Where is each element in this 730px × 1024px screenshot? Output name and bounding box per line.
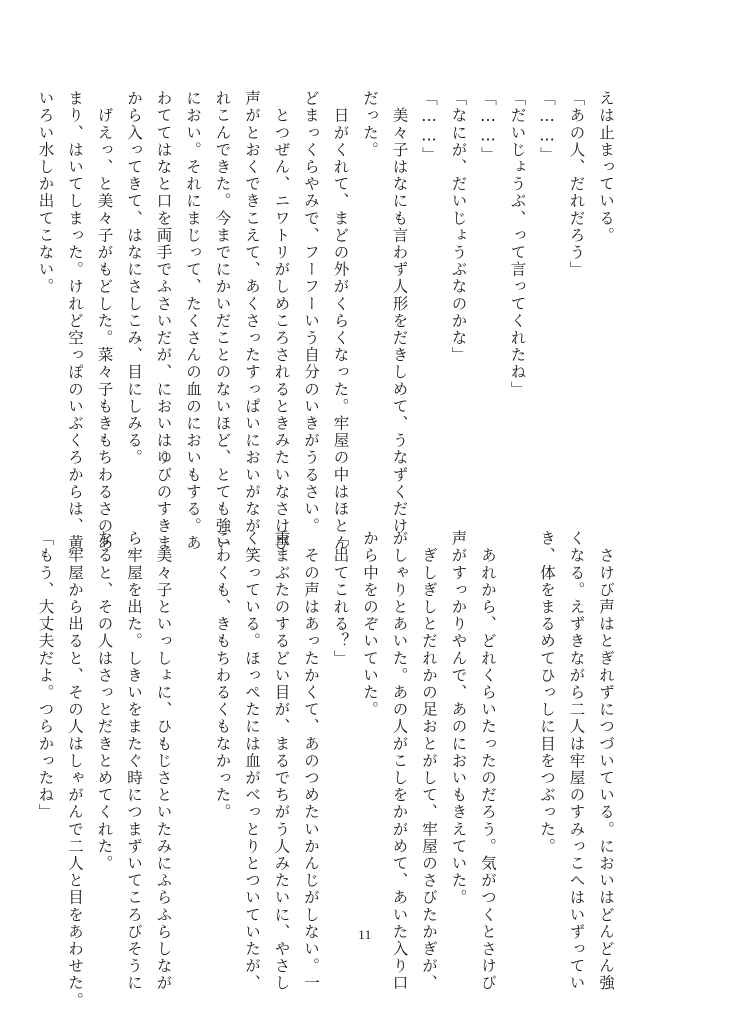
text-line: いろい水しか出てこない。 [36, 90, 55, 296]
text-line: 「もう、大丈夫だよ。つらかったね」 [36, 530, 55, 821]
text-line: あれから、どれくらいたったのだろう。気がつくとさけび [479, 530, 497, 992]
text-line: とつぜん、ニワトリがしめころされるときみたいなさけび [272, 90, 291, 552]
text-line: におい。それにまじって、たくさんの血のにおいもする。あ [184, 90, 202, 552]
text-line: 「なにが、だいじょうぶなのかな」 [449, 90, 468, 364]
text-line: から中をのぞいていた。 [361, 530, 379, 719]
text-line: 美々子といっしょに、ひもじさといたみにふらふらしなが [154, 530, 173, 992]
text-line: その声はあったかくて、あのつめたいかんじがしない。一 [302, 530, 320, 992]
text-line: なると、その人はさっとだきとめてくれた。 [95, 530, 114, 872]
upper-text-block [36, 90, 620, 552]
text-line: から入ってきて、はなにさしこみ、目にしみる。 [125, 90, 143, 467]
text-line: こわくも、きもちわるくもなかった。 [213, 530, 232, 821]
text-line: 美々子はなにも言わず人形をだきしめて、うなずくだけ [390, 90, 409, 535]
page-number: 11 [358, 927, 372, 942]
text-line: くなる。えずきながら二人は牢屋のすみっこへはいずってい [567, 530, 586, 992]
text-line: 「だいじょうぶ、って言ってくれたね」 [508, 90, 527, 398]
text-line: まり、はいてしまった。けれど空っぽのいぶくろからは、黄 [66, 90, 84, 552]
text-line: ぎしぎしとだれかの足おとがして、牢屋のさびたかぎが、 [420, 530, 438, 992]
text-line: 重まぶたのするどい目が、まるでちがう人みたいに、やさし [272, 530, 291, 992]
text-line: えは止まっている。 [597, 90, 615, 244]
text-line: 日がくれて、まどの外がくらくなった。牢屋の中はほとん [331, 90, 350, 552]
text-line: がしゃりとあいた。あの人がこしをかがめて、あいた入り口 [390, 530, 409, 992]
text-line: げえっ、と美々子がもどした。菜々子もきもちわるさのあ [95, 90, 114, 552]
text-line: れこんできた。今までにかいだことのないほど、とても強い [213, 90, 232, 552]
text-line: 「あの人、だれだろう」 [567, 90, 586, 279]
text-line [502, 530, 532, 930]
text-line: 声がとおくできこえて、あくさったすっぱいにおいがなが [243, 90, 261, 535]
text-line: 「出てこれる？」 [331, 530, 350, 667]
text-line: 「……」 [479, 90, 497, 164]
text-line: 「……」 [420, 90, 438, 164]
text-line: ら牢屋を出た。しきいをまたぐ時につまずいてころびそうに [125, 530, 143, 992]
text-line: わててはなと口を両手でふさいだが、においはゆびのすきま [154, 90, 173, 552]
text-line: さけび声はとぎれずにつづいている。においはどんどん強 [597, 530, 615, 992]
text-line: 声がすっかりやんで、あのにおいもきえていた。 [449, 530, 468, 907]
text-line: く笑っている。ほっぺたには血がべっとりとついていたが、 [243, 530, 261, 992]
text-line [178, 530, 208, 930]
text-line: 「……」 [538, 90, 556, 164]
text-line: だった。 [361, 90, 379, 159]
text-line: どまっくらやみで、フーフーいう自分のいきがうるさい。 [302, 90, 320, 535]
text-line: 牢屋から出ると、その人はしゃがんで二人と目をあわせた。 [66, 530, 84, 1009]
text-line: き、体をまるめてひっしに目をつぶった。 [538, 530, 556, 855]
